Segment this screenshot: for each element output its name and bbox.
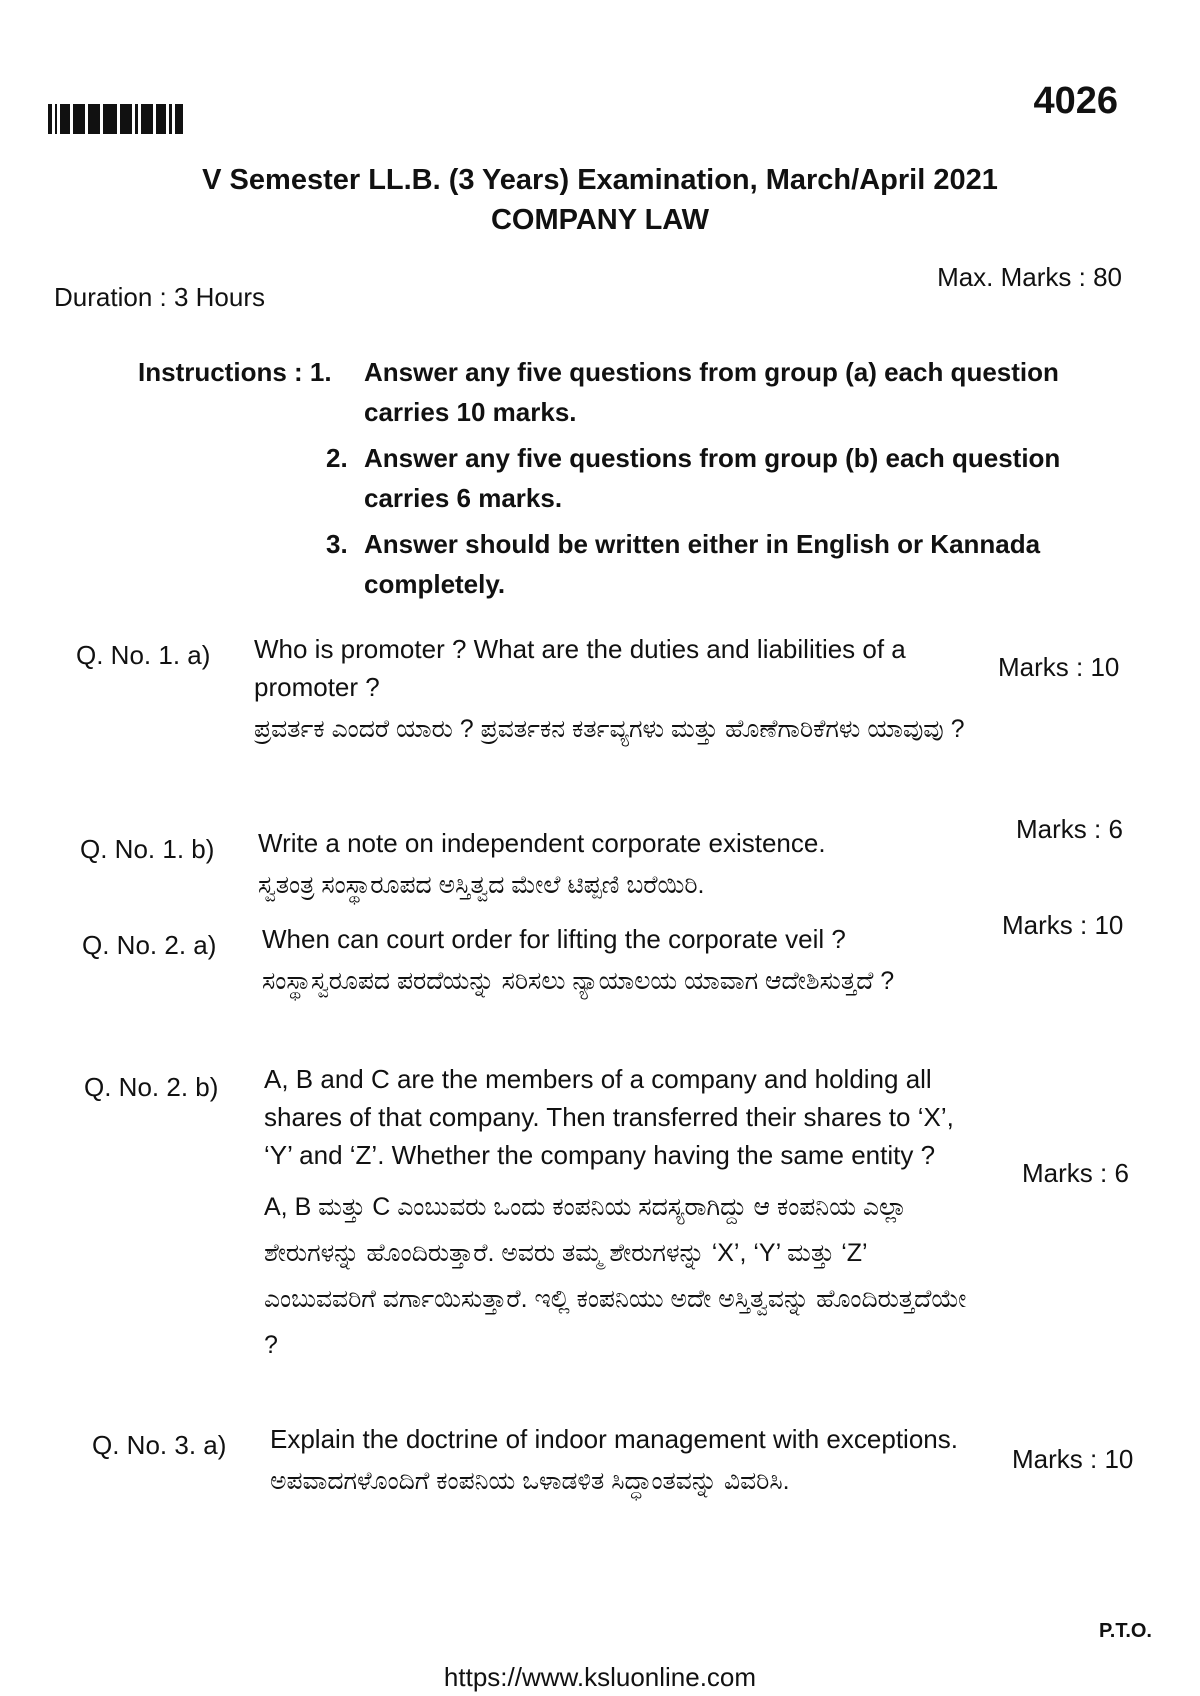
question-label: Q. No. 2. a) bbox=[82, 930, 217, 960]
instruction-1 bbox=[364, 352, 1084, 432]
question-1b bbox=[258, 824, 978, 908]
instruction-3-line1: Answer should be written either in English or Kannada bbox=[364, 529, 1041, 559]
instruction-2-line2: carries 6 marks. bbox=[364, 483, 563, 513]
question-label: Q. No. 3. a) bbox=[92, 1430, 227, 1460]
question-2a bbox=[262, 920, 982, 1004]
question-kannada: ಸ್ವತಂತ್ರ ಸಂಸ್ಥಾರೂಪದ ಅಸ್ತಿತ್ವದ ಮೇಲೆ ಟಿಪ್ಪಣಿ ಬರೆಯಿರಿ. bbox=[258, 871, 705, 899]
question-marks: Marks : 10 bbox=[1002, 910, 1124, 940]
barcode bbox=[48, 104, 198, 134]
question-2b bbox=[264, 1060, 984, 1368]
question-marks: Marks : 10 bbox=[998, 652, 1120, 682]
question-marks: Marks : 6 bbox=[1016, 814, 1123, 844]
instruction-2-number: 2. bbox=[326, 443, 348, 473]
question-label: Q. No. 1. b) bbox=[80, 834, 215, 864]
question-kannada: ಸಂಸ್ಥಾಸ್ವರೂಪದ ಪರದೆಯನ್ನು ಸರಿಸಲು ನ್ಯಾಯಾಲಯ ಯಾವಾಗ ಆದೇಶಿಸುತ್ತದೆ ? bbox=[262, 967, 895, 995]
instructions-label: Instructions : 1. bbox=[138, 357, 332, 387]
question-marks: Marks : 10 bbox=[1012, 1444, 1134, 1474]
exam-title-block bbox=[0, 160, 1200, 240]
footer-url[interactable]: https://www.ksluonline.com bbox=[443, 1662, 757, 1692]
question-1a bbox=[254, 630, 974, 752]
question-english: Explain the doctrine of indoor management with exceptions. bbox=[270, 1424, 958, 1454]
question-english: Write a note on independent corporate existence. bbox=[258, 828, 826, 858]
question-label: Q. No. 1. a) bbox=[76, 640, 211, 670]
paper-code: 4026 bbox=[1033, 80, 1118, 122]
question-english: A, B and C are the members of a company and holding all shares of that company. Then transferred their shares to ‘X’, ‘Y’ and ‘Z’. Whether the company having the same entity ? bbox=[264, 1064, 954, 1170]
question-label: Q. No. 2. b) bbox=[84, 1072, 219, 1102]
instruction-3 bbox=[364, 524, 1084, 604]
exam-title: V Semester LL.B. (3 Years) Examination, March/April 2021 bbox=[202, 164, 998, 196]
question-kannada: ಪ್ರವರ್ತಕ ಎಂದರೆ ಯಾರು ? ಪ್ರವರ್ತಕನ ಕರ್ತವ್ಯಗಳು ಮತ್ತು ಹೊಣೆಗಾರಿಕೆಗಳು ಯಾವುವು ? bbox=[254, 715, 965, 743]
instruction-2 bbox=[364, 438, 1084, 518]
instruction-2-line1: Answer any five questions from group (b) each question bbox=[364, 443, 1061, 473]
question-kannada: ಅಪವಾದಗಳೊಂದಿಗೆ ಕಂಪನಿಯ ಒಳಾಡಳಿತ ಸಿದ್ಧಾಂತವನ್ನು ವಿವರಿಸಿ. bbox=[270, 1467, 790, 1495]
pto-note: P.T.O. bbox=[1099, 1620, 1152, 1642]
instruction-1-line2: carries 10 marks. bbox=[364, 397, 577, 427]
question-3a bbox=[270, 1420, 970, 1504]
instruction-1-line1: Answer any five questions from group (a) each question bbox=[364, 357, 1059, 387]
question-english: When can court order for lifting the corporate veil ? bbox=[262, 924, 846, 954]
instruction-3-number: 3. bbox=[326, 529, 348, 559]
question-english: Who is promoter ? What are the duties and liabilities of a promoter ? bbox=[254, 634, 906, 702]
instruction-3-line2: completely. bbox=[364, 569, 506, 599]
question-kannada: A, B ಮತ್ತು C ಎಂಬುವರು ಒಂದು ಕಂಪನಿಯ ಸದಸ್ಯರಾಗಿದ್ದು ಆ ಕಂಪನಿಯ ಎಲ್ಲಾ ಶೇರುಗಳನ್ನು ಹೊಂದಿರುತ್ತಾರೆ. ಅವರು ತಮ್ಮ ಶೇರುಗಳನ್ನು ‘X’, ‘Y’ ಮತ್ತು ‘Z’ ಎಂಬುವವರಿಗೆ ವರ್ಗಾಯಿಸುತ್ತಾರೆ. ಇಲ್ಲಿ ಕಂಪನಿಯು ಅದೇ ಅಸ್ತಿತ್ವವನ್ನು ಹೊಂದಿರುತ್ತದೆಯೇ ? bbox=[264, 1193, 967, 1359]
duration: Duration : 3 Hours bbox=[54, 282, 265, 312]
question-marks: Marks : 6 bbox=[1022, 1158, 1129, 1188]
subject-title: COMPANY LAW bbox=[490, 204, 710, 236]
max-marks: Max. Marks : 80 bbox=[937, 262, 1122, 292]
